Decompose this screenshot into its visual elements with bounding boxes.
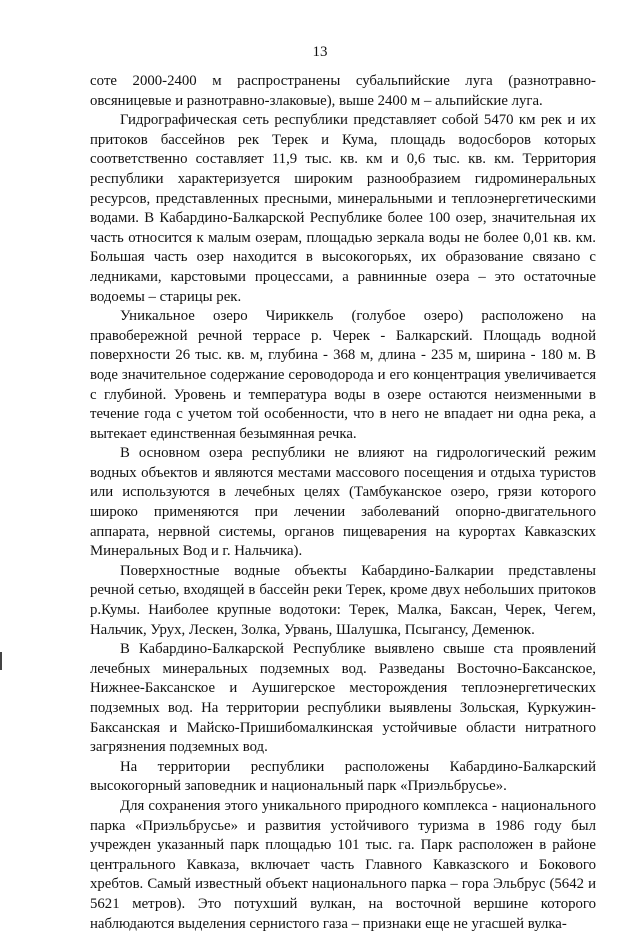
- paragraph: Поверхностные водные объекты Кабардино-Балкарии представлены речной сетью, входящей в бассейн реки Терек, кроме двух небольших притоков р.Кумы. Наиболее крупные водотоки: Терек, Малка, Баксан, Черек, Чегем, Нальчик, Урух, Лескен, Золка, Урвань, Шалушка, Псыгансу, Деменюк.: [90, 562, 596, 638]
- paragraph: сoте 2000-2400 м распространены субальпийские луга (разнотравно-овсяницевые и разнотравно-злаковые), выше 2400 м – альпийские луга.: [90, 73, 596, 109]
- paragraph: В Кабардино-Балкарской Республике выявлено свыше ста проявлений лечебных минеральных подземных вод. Разведаны Восточно-Баксанское, Нижнее-Баксанское и Аушигерское месторождения теплоэнергетических подземных вод. На территории республики выявлены Зольская, Куркужин-Баксанская и Майско-Пришибомалкинская устойчивые области нитратного загрязнения подземных вод.: [90, 641, 596, 756]
- paragraph: На территории республики расположены Кабардино-Балкарский высокогорный заповедник и национальный парк «Приэльбрусье».: [90, 758, 596, 795]
- text-body: [90, 72, 596, 934]
- paragraph: Гидрографическая сеть республики представляет собой 5470 км рек и их притоков бассейнов рек Терек и Кума, площадь водосборов которых соответственно составляет 11,9 тыс. кв. км и 0,6 тыс. кв. км. Территория республики характеризуется широким разнообразием гидроминеральных ресурсов, представленных пресными, минеральными и теплоэнергетическими водами. В Кабардино-Балкарской Республике более 100 озер, значительная их часть относится к малым озерам, площадью зеркала воды не более 0,01 кв. км. Большая часть озер находится в высокогорьях, их образование связано с ледниками, карстовыми процессами, а равнинные озера – это остаточные водоемы – старицы рек.: [90, 112, 596, 305]
- paragraph: В основном озера республики не влияют на гидрологический режим водных объектов и являются местами массового посещения и отдыха туристов или используются в лечебных целях (Тамбуканское озеро, грязи которого широко применяются при лечении заболеваний опорно-двигательного аппарата, нервной системы, органов пищеварения на курортах Кавказских Минеральных Вод и г. Нальчика).: [90, 445, 596, 560]
- paragraph: Для сохранения этого уникального природного комплекса - национального парка «Приэльбрусье» и развития устойчивого туризма в 1986 году был учрежден указанный парк площадью 101 тыс. га. Парк расположен в районе центрального Кавказа, включает часть Главного Кавказского и Бокового хребтов. Самый известный объект национального парка – гора Эльбрус (5642 и 5621 метров). Это потухший вулкан, на восточной вершине которого наблюдаются выделения сернистого газа – признаки еще не угасшей вулка-: [90, 797, 596, 932]
- paragraph: Уникальное озеро Чириккель (голубое озеро) расположено на правобережной речной террасе р. Черек - Балкарский. Площадь водной поверхности 26 тыс. кв. м, глубина - 368 м, длина - 235 м, ширина - 180 м. В воде значительное содержание сероводорода и его концентрация увеличивается с глубиной. Уровень и температура воды в озере остаются неизменными в течение года с учетом той особенности, что в него не впадает ни одна река, а вытекает единственная безымянная речка.: [90, 308, 596, 442]
- page-number: 13: [312, 44, 328, 60]
- margin-mark: [0, 652, 2, 670]
